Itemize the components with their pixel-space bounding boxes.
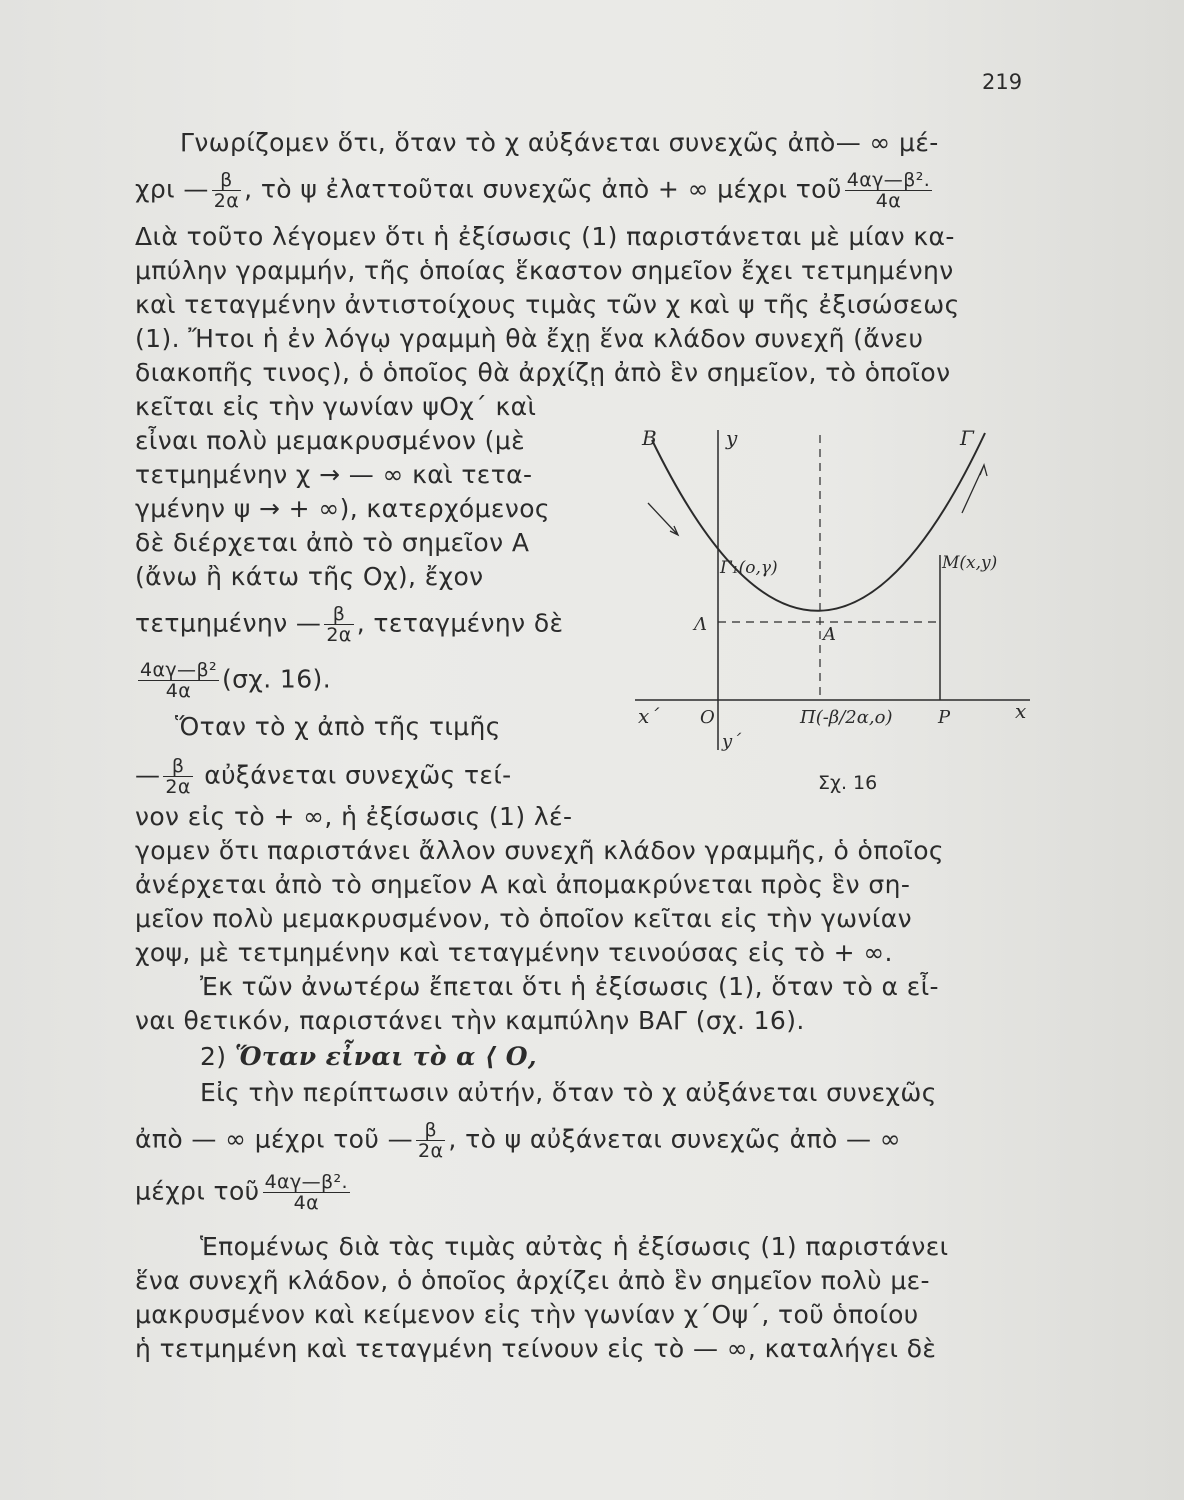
text-line [135,1172,353,1213]
text-line-segment: μέχρι τοῦ [135,1176,260,1206]
fraction-discriminant [263,1172,350,1213]
fraction-denominator: 4α [165,680,192,702]
fraction-denominator: 4α [293,1192,319,1214]
fraction-numerator: 4αγ—β². [264,1171,349,1193]
label-y: y [726,426,738,450]
fraction-b-2a [324,604,353,645]
arrow-down-icon [648,503,678,535]
text-line: ἡ τετμημένη καὶ τεταγμένη τείνουν εἰς τὸ — ∞, καταλήγει δὲ [135,1334,937,1363]
label-L: Λ [694,614,707,635]
label-G: Γ [960,426,974,450]
text-line: Διὰ τοῦτο λέγομεν ὅτι ἡ ἐξίσωσις (1) παριστάνεται μὲ μίαν κα- [135,222,955,251]
text-line: μεῖον πολὺ μεμακρυσμένον, τὸ ὁποῖον κεῖται εἰς τὴν γωνίαν [135,904,912,933]
fraction-denominator: 2α [418,1140,444,1162]
text-line-segment: τετμημένην — [135,608,322,638]
fraction-denominator: 2α [165,776,191,798]
label-P-vertex: Π(-β/2α,o) [800,707,893,728]
page-number: 219 [982,70,1023,94]
text-line: Γνωρίζομεν ὅτι, ὅταν τὸ χ αὐξάνεται συνεχῶς ἀπὸ— ∞ μέ- [180,128,939,157]
text-line: χοψ, μὲ τετμημένην καὶ τεταγμένην τεινούσας εἰς τὸ + ∞. [135,938,893,967]
label-B: B [642,426,657,450]
fraction-denominator: 4α [875,190,902,212]
text-line: (1). Ἤτοι ἡ ἐν λόγῳ γραμμὴ θὰ ἔχῃ ἕνα κλάδον συνεχῆ (ἄνευ [135,324,924,353]
text-line: νον εἰς τὸ + ∞, ἡ ἐξίσωσις (1) λέ- [135,802,573,831]
fraction-discriminant [845,170,932,211]
text-line: κεῖται εἰς τὴν γωνίαν ψΟχ΄ καὶ [135,392,537,421]
fraction-denominator: 2α [326,624,352,646]
text-line: ἕνα συνεχῆ κλάδον, ὁ ὁποῖος ἀρχίζει ἀπὸ ἓν σημεῖον πολὺ με- [135,1266,930,1295]
text-line: διακοπῆς τινος), ὁ ὁποῖος θὰ ἀρχίζῃ ἀπὸ ἓν σημεῖον, τὸ ὁποῖον [135,358,951,387]
fraction-b-2a [163,756,192,797]
fraction-numerator: β [163,756,192,777]
figure-16-parabola [630,425,1040,755]
section-number: 2) [200,1042,227,1071]
text-line-segment: — [135,760,161,790]
text-line: μακρυσμένον καὶ κείμενον εἰς τὴν γωνίαν χ΄Οψ΄, τοῦ ὁποίου [135,1300,919,1329]
text-line: εἶναι πολὺ μεμακρυσμένον (μὲ [135,426,526,455]
text-line-segment: αὐξάνεται συνεχῶς τεί- [204,760,512,790]
section-heading [200,1042,537,1072]
text-line: Εἰς τὴν περίπτωσιν αὐτήν, ὅταν τὸ χ αὐξάνεται συνεχῶς [200,1078,937,1107]
text-line: δὲ διέρχεται ἀπὸ τὸ σημεῖον Α [135,528,530,557]
text-line: ναι θετικόν, παριστάνει τὴν καμπύλην ΒΑΓ (σχ. 16). [135,1006,805,1035]
text-line: Ἐκ τῶν ἀνωτέρω ἔπεται ὅτι ἡ ἐξίσωσις (1), ὅταν τὸ α εἶ- [200,972,939,1001]
text-line [135,604,563,645]
text-line: (ἄνω ἢ κάτω τῆς Οχ), ἔχον [135,562,484,591]
text-line-segment: , τεταγμένην δὲ [356,608,564,638]
fraction-b-2a [212,170,241,211]
text-line [135,170,935,211]
fraction-denominator: 2α [213,190,240,212]
text-line-segment: χρι — [135,174,209,204]
text-line: μπύλην γραμμήν, τῆς ὁποίας ἕκαστον σημεῖον ἔχει τετμημένην [135,256,954,285]
fraction-numerator: β [212,170,241,191]
section-title: Ὅταν εἶναι τὸ α ⟨ Ο, [234,1042,538,1071]
fraction-numerator: β [416,1120,445,1141]
text-line: ἀνέρχεται ἀπὸ τὸ σημεῖον Α καὶ ἀπομακρύνεται πρὸς ἓν ση- [135,870,911,899]
fraction-numerator: β [324,604,353,625]
text-line: γμένην ψ → + ∞), κατερχόμενος [135,494,550,523]
fraction-numerator: 4αγ—β². [846,169,931,191]
fraction-b-2a [416,1120,445,1161]
text-line: γομεν ὅτι παριστάνει ἄλλον συνεχῆ κλάδον γραμμῆς, ὁ ὁποῖος [135,836,944,865]
text-line-segment: (σχ. 16). [222,664,332,694]
text-line [135,1120,901,1161]
label-A: A [823,624,836,645]
text-line [135,660,331,701]
text-line: καὶ τεταγμένην ἀντιστοίχους τιμὰς τῶν χ καὶ ψ τῆς ἐξισώσεως [135,290,960,319]
label-P: P [938,707,951,728]
text-line-segment: , τὸ ψ αὐξάνεται συνεχῶς ἀπὸ — ∞ [448,1124,901,1154]
label-x-neg: x΄ [638,704,660,728]
fraction-discriminant [138,660,219,701]
fraction-numerator: 4αγ—β² [140,659,217,681]
text-line-segment: , τὸ ψ ἐλαττοῦται συνεχῶς ἀπὸ + ∞ μέχρι τοῦ [244,174,842,204]
text-line: Ὅταν τὸ χ ἀπὸ τῆς τιμῆς [175,712,501,741]
text-line: Ἑπομένως διὰ τὰς τιμὰς αὐτὰς ἡ ἐξίσωσις (1) παριστάνει [200,1232,949,1261]
text-line: τετμημένην χ → — ∞ καὶ τετα- [135,460,533,489]
label-G1: Γ₁(o,γ) [720,558,778,578]
label-M: M(x,y) [942,553,998,573]
label-y-neg: y΄ [722,731,742,752]
figure-caption: Σχ. 16 [818,772,878,794]
text-line-segment: ἀπὸ — ∞ μέχρι τοῦ — [135,1124,413,1154]
text-line [135,756,512,797]
label-x: x [1015,699,1027,723]
parabola-curve [652,433,985,611]
label-O: O [700,707,715,728]
